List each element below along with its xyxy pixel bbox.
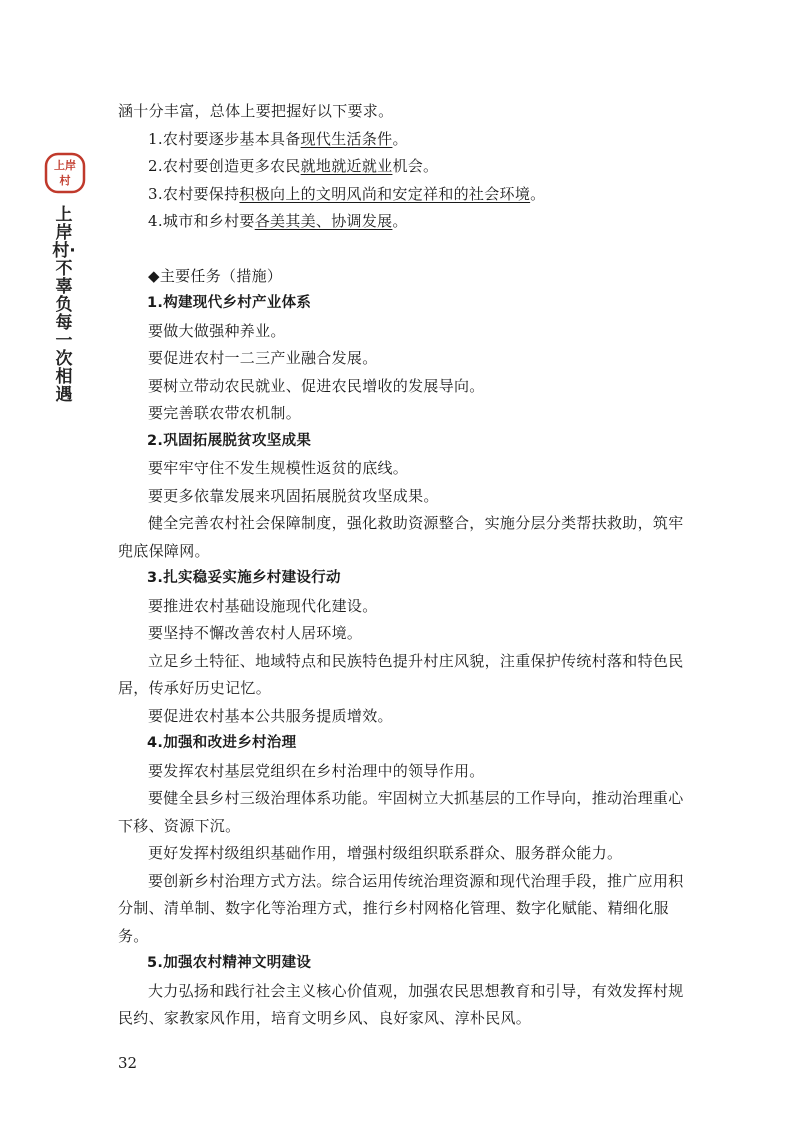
logo-seal-icon (44, 152, 86, 194)
requirement-suffix: 机会。 (392, 157, 439, 175)
intro-line: 涵十分丰富，总体上要把握好以下要求。 (118, 102, 394, 120)
section-paragraph: 要坚持不懈改善农村人居环境。 (148, 624, 363, 642)
requirement-underlined: 现代生活条件 (300, 129, 393, 148)
section-paragraph: 要促进农村基本公共服务提质增效。 (148, 706, 393, 725)
requirement-text: 2.农村要创造更多农民 (148, 157, 301, 175)
section-heading: 5.加强农村精神文明建设 (147, 955, 312, 971)
section-paragraph: 要树立带动农民就业、促进农民增收的发展导向。 (148, 376, 485, 395)
section-paragraph: 要更多依靠发展来巩固拓展脱贫攻坚成果。 (148, 486, 439, 505)
requirement-text: 4.城市和乡村要 (148, 212, 255, 230)
requirement-suffix: 。 (392, 212, 408, 230)
section-paragraph: 要创新乡村治理方式方法。综合运用传统治理资源和现代治理手段，推广应用积分制、清单制、数字化等治理方式，推行乡村网格化管理、数字化赋能、精细化服务。 (118, 871, 684, 945)
vertical-book-title: 上岸村·不辜负每一次相遇 (52, 205, 76, 405)
page-number: 32 (118, 1054, 138, 1072)
requirement-item (118, 153, 684, 181)
section-paragraph: 更好发挥村级组织基础作用，增强村级组织联系群众、服务群众能力。 (148, 844, 623, 862)
section-heading: 3.扎实稳妥实施乡村建设行动 (147, 570, 341, 586)
section-paragraph: 要完善联农带农机制。 (148, 404, 302, 422)
page-body (118, 98, 684, 1033)
requirement-underlined: 积极向上的文明风尚和安定祥和的社会环境 (239, 184, 531, 203)
requirements-list (118, 126, 684, 236)
requirement-suffix: 。 (392, 129, 408, 148)
requirement-text: 1.农村要逐步基本具备 (148, 129, 301, 148)
section-paragraph: 要促进农村一二三产业融合发展。 (148, 349, 378, 367)
requirement-underlined: 就地就近就业 (300, 157, 393, 175)
section-heading: 1.构建现代乡村产业体系 (147, 295, 312, 311)
village-logo-stamp (44, 152, 86, 194)
requirement-item (118, 181, 684, 209)
section-paragraph: 要牢牢守住不发生规模性返贫的底线。 (148, 459, 409, 477)
section-paragraph: 要发挥农村基层党组织在乡村治理中的领导作用。 (148, 761, 485, 780)
section-paragraph: 要做大做强种养业。 (148, 321, 286, 340)
tasks-title: ◆主要任务（措施） (148, 266, 283, 285)
section-paragraph: 要健全县乡村三级治理体系功能。牢固树立大抓基层的工作导向，推动治理重心下移、资源下沉。 (118, 789, 684, 835)
svg-text:村: 村 (59, 174, 71, 187)
section-heading: 2.巩固拓展脱贫攻坚成果 (147, 432, 312, 449)
section-paragraph: 健全完善农村社会保障制度，强化救助资源整合，实施分层分类帮扶救助，筑牢兜底保障网。 (118, 514, 684, 560)
section-paragraph: 大力弘扬和践行社会主义核心价值观，加强农民思想教育和引导，有效发挥村规民约、家教家风作用，培育文明乡风、良好家风、淳朴民风。 (118, 981, 684, 1027)
requirement-text: 3.农村要保持 (148, 184, 240, 203)
section-paragraph: 要推进农村基础设施现代化建设。 (148, 596, 378, 615)
requirement-item (118, 126, 684, 154)
requirement-suffix: 。 (530, 184, 546, 203)
svg-text:上岸: 上岸 (54, 159, 76, 172)
requirement-item (118, 208, 684, 236)
requirement-underlined: 各美其美、协调发展 (254, 212, 393, 230)
section-paragraph: 立足乡土特征、地域特点和民族特色提升村庄风貌，注重保护传统村落和特色民居，传承好历史记忆。 (118, 651, 684, 697)
sections-container (118, 290, 684, 1033)
section-heading: 4.加强和改进乡村治理 (147, 735, 297, 751)
